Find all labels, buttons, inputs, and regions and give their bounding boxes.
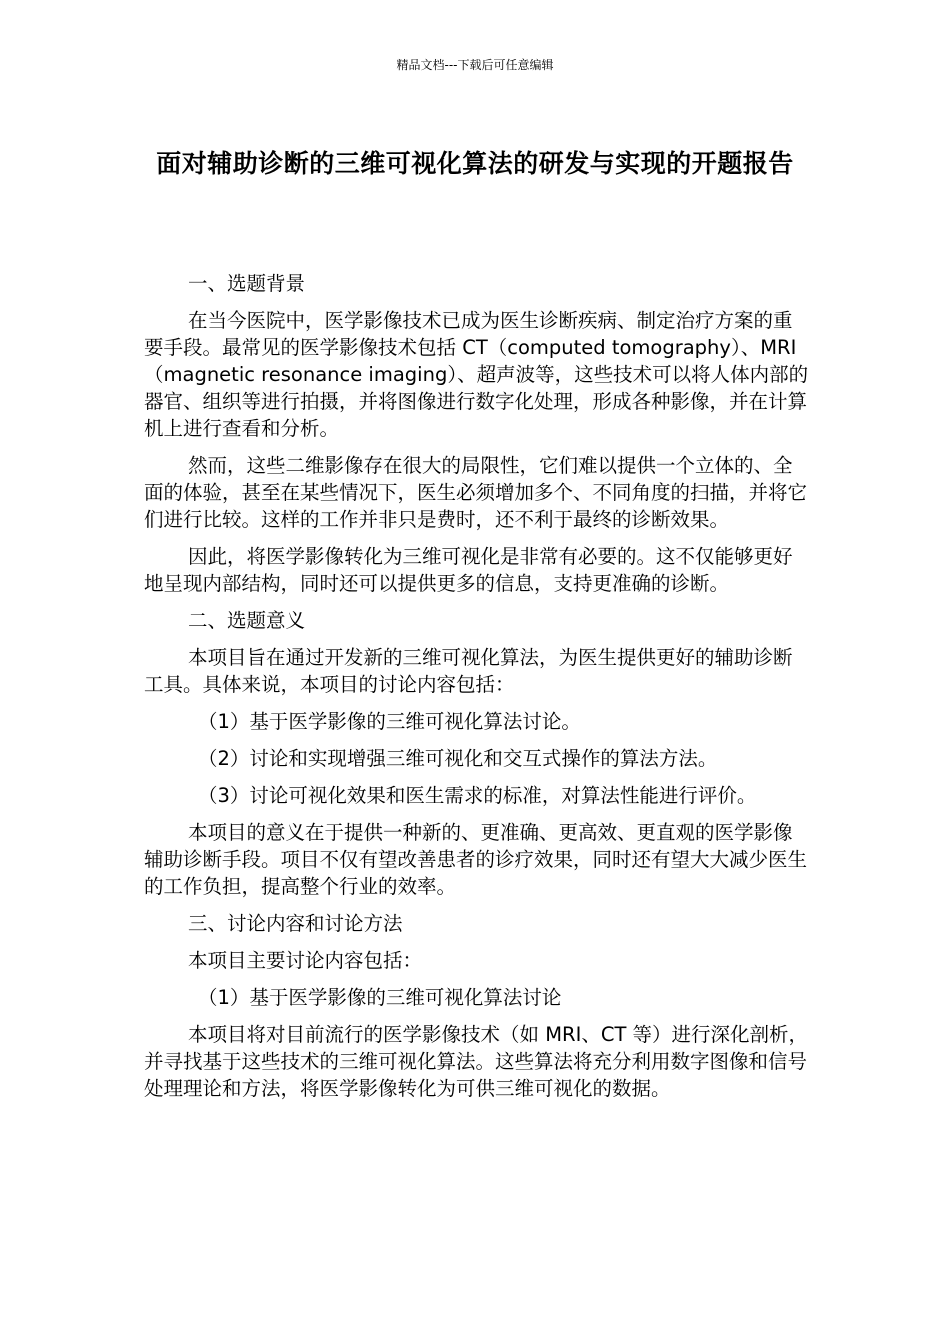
document-body (144, 270, 810, 1112)
list-item: （1）基于医学影像的三维可视化算法讨论。 (198, 710, 581, 733)
paragraph: 然而，这些二维影像存在很大的局限性，它们难以提供一个立体的、全面的体验，甚至在某些情况下，医生必须增加多个、不同角度的扫描，并将它们进行比较。这样的工作并非只是费时，还不利于最终的诊断效果。 (144, 454, 808, 531)
section-heading-methods: 三、讨论内容和讨论方法 (188, 912, 403, 935)
document-title: 面对辅助诊断的三维可视化算法的研发与实现的开题报告 (156, 149, 794, 178)
list-item: （1）基于医学影像的三维可视化算法讨论 (198, 986, 562, 1009)
list-item: （3）讨论可视化效果和医生需求的标准，对算法性能进行评价。 (198, 784, 757, 807)
section-heading-background: 一、选题背景 (188, 272, 306, 295)
paragraph: 在当今医院中，医学影像技术已成为医生诊断疾病、制定治疗方案的重要手段。最常见的医学影像技术包括 CT（computed tomography）、MRI（magnetic resonance imaging）、超声波等，这些技术可以将人体内部的器官、组织等进行拍摄，并将图像进行数字化处理，形成各种影像，并在计算机上进行查看和分析。 (144, 309, 809, 440)
paragraph: 本项目旨在通过开发新的三维可视化算法，为医生提供更好的辅助诊断工具。具体来说，本项目的讨论内容包括： (144, 646, 793, 696)
paragraph: 因此，将医学影像转化为三维可视化是非常有必要的。这不仅能够更好地呈现内部结构，同时还可以提供更多的信息，支持更准确的诊断。 (144, 545, 793, 595)
section-heading-significance: 二、选题意义 (188, 609, 306, 632)
paragraph: 本项目主要讨论内容包括： (188, 949, 423, 972)
page-header: 精品文档---下载后可任意编辑 (396, 58, 554, 72)
list-item: （2）讨论和实现增强三维可视化和交互式操作的算法方法。 (198, 747, 718, 770)
paragraph: 本项目的意义在于提供一种新的、更准确、更高效、更直观的医学影像辅助诊断手段。项目不仅有望改善患者的诊疗效果，同时还有望大大减少医生的工作负担，提高整个行业的效率。 (144, 821, 808, 898)
paragraph: 本项目将对目前流行的医学影像技术（如 MRI、CT 等）进行深化剖析，并寻找基于这些技术的三维可视化算法。这些算法将充分利用数字图像和信号处理理论和方法，将医学影像转化为可供三维可视化的数据。 (144, 1023, 809, 1100)
